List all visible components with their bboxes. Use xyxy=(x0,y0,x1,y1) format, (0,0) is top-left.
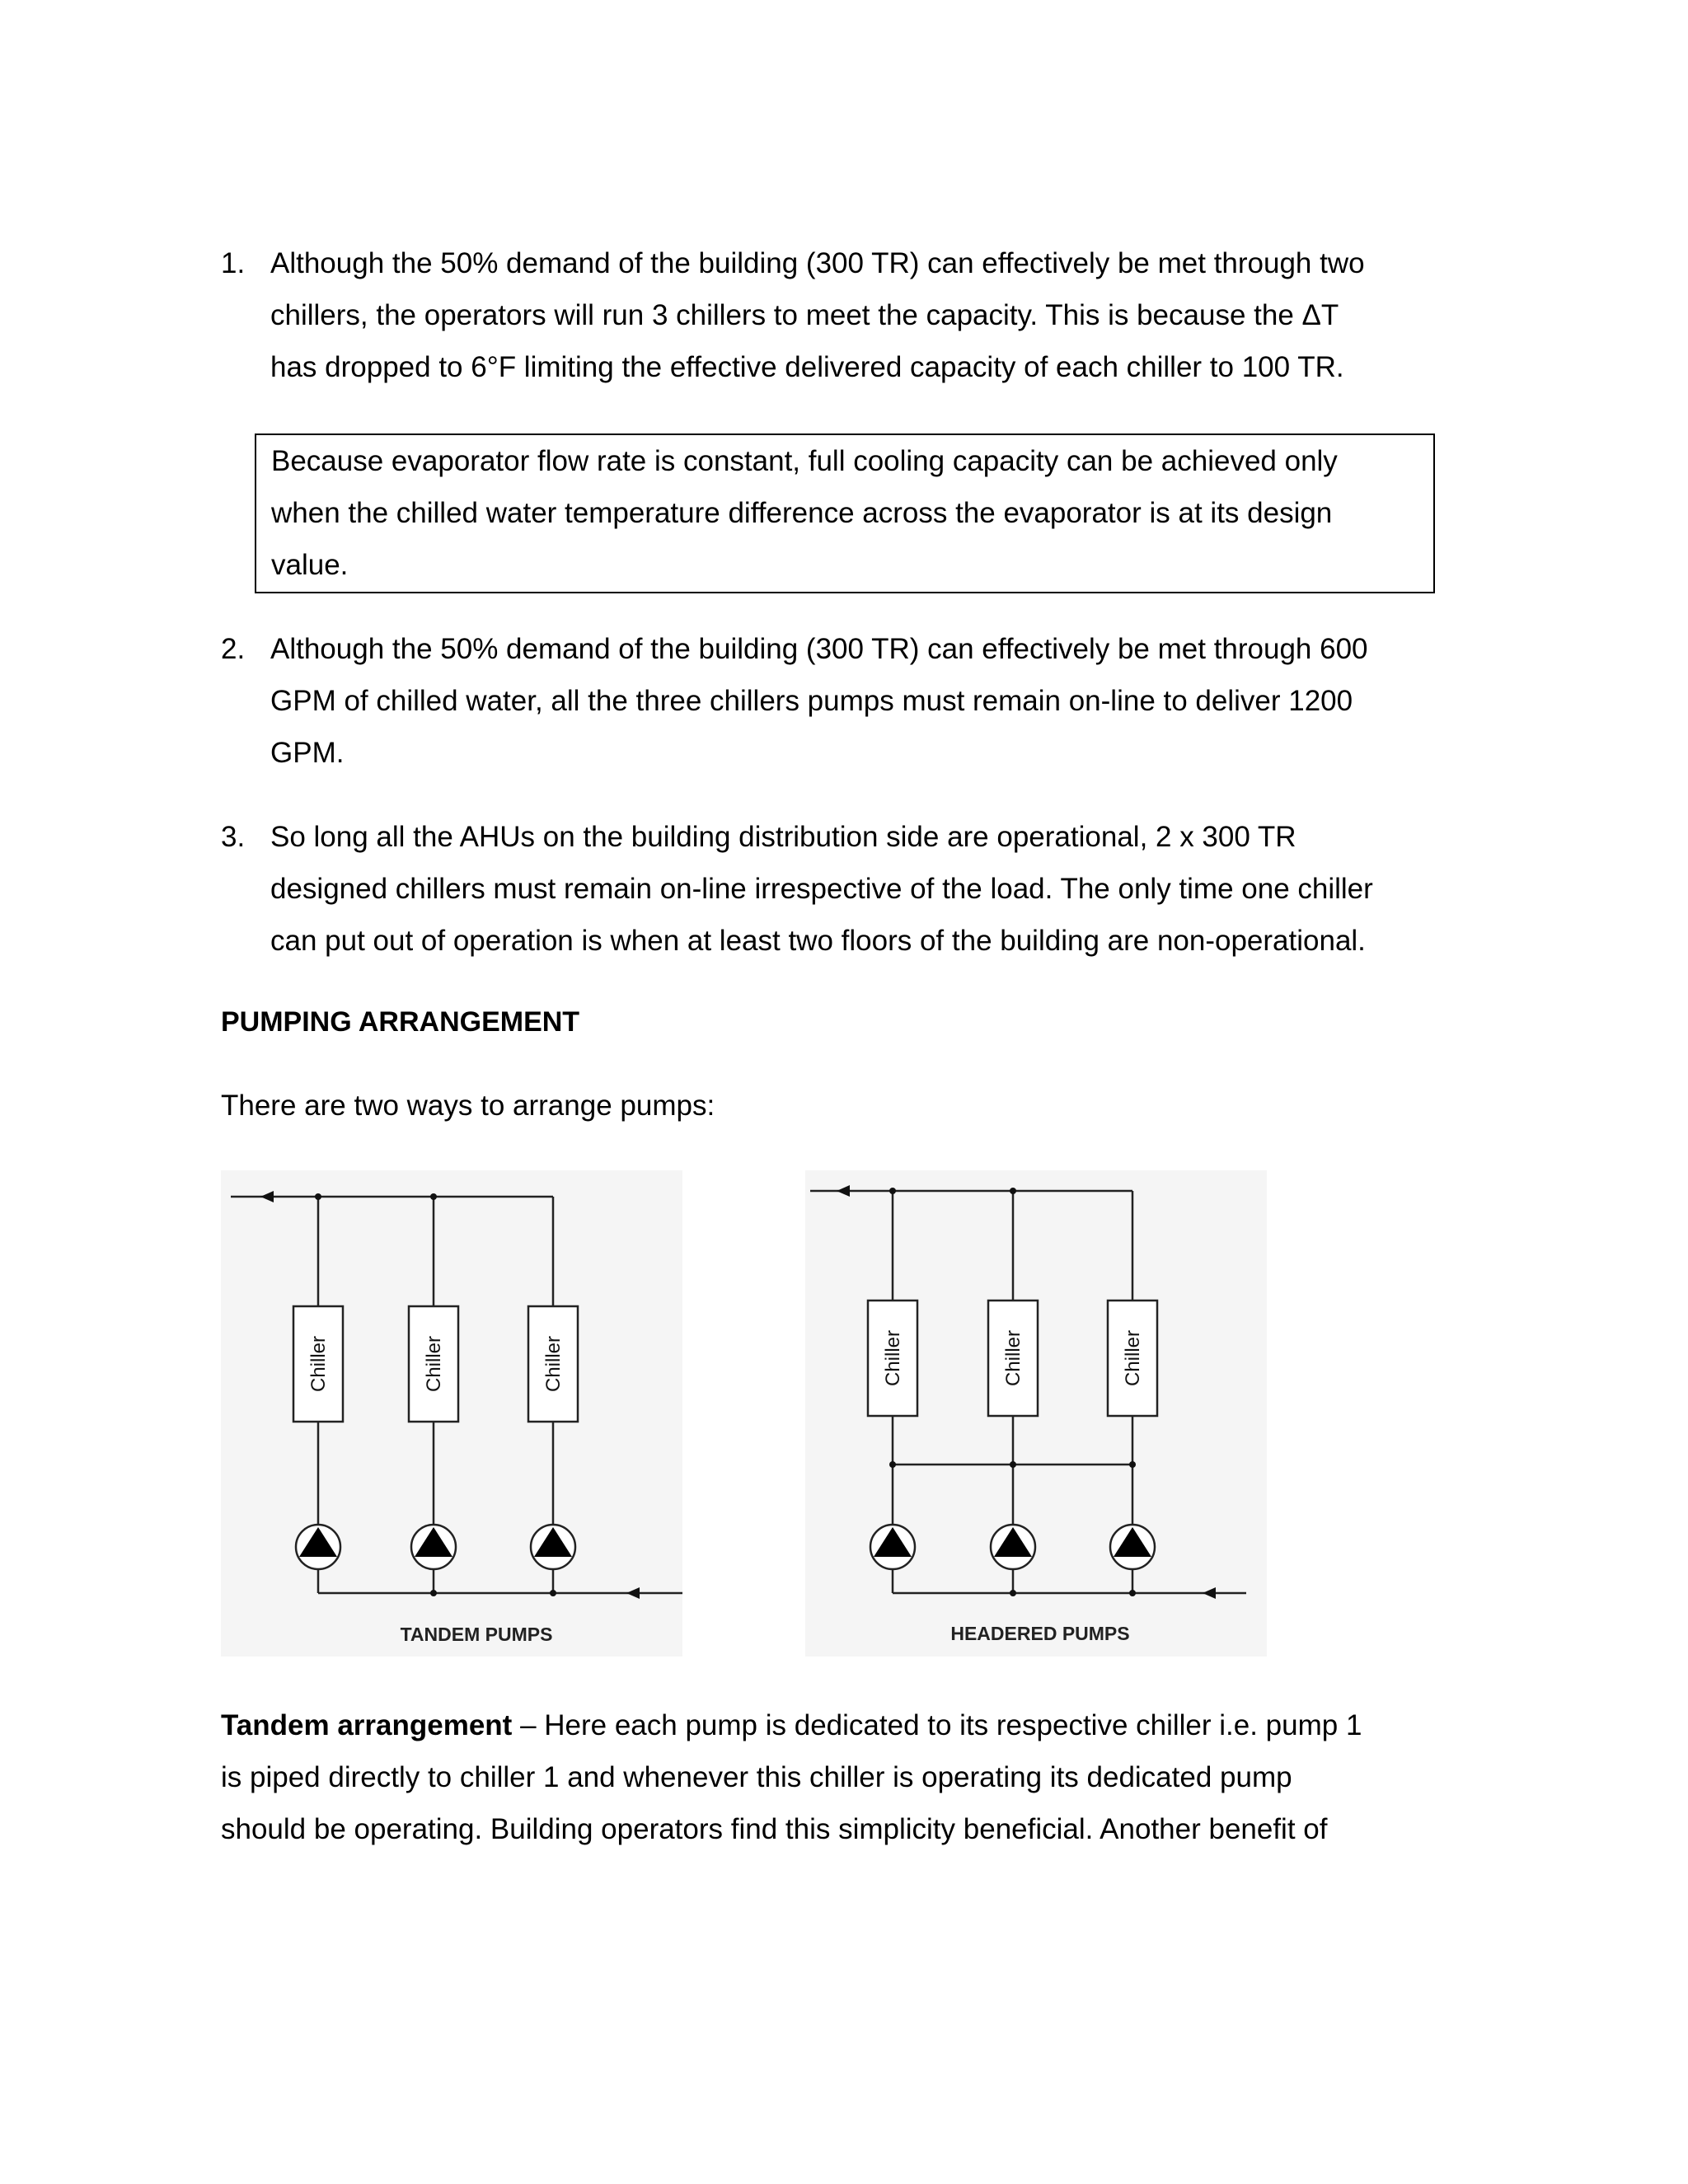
text-line: is piped directly to chiller 1 and whenever this chiller is operating its dedicated pump xyxy=(221,1761,1292,1793)
list-item-text xyxy=(270,237,1441,393)
chiller-label: Chiller xyxy=(423,1335,445,1393)
list-number: 2. xyxy=(221,633,246,665)
chiller-unit xyxy=(868,1301,917,1416)
text-line: value. xyxy=(271,549,349,581)
chiller-unit xyxy=(528,1306,578,1422)
chiller-unit xyxy=(409,1306,458,1422)
bold-lead: Tandem arrangement xyxy=(221,1709,513,1741)
text-line: when the chilled water temperature difference across the evaporator is at its design xyxy=(271,497,1333,529)
tandem-pumps-diagram xyxy=(221,1170,682,1657)
pump-icon xyxy=(411,1525,456,1569)
pump-icon xyxy=(296,1525,340,1569)
headered-pumps-diagram xyxy=(805,1170,1267,1657)
headered-diagram-svg xyxy=(805,1170,1267,1657)
chiller-label: Chiller xyxy=(882,1329,904,1387)
note-box xyxy=(255,434,1435,593)
list-item-text xyxy=(270,623,1441,779)
text-line: GPM. xyxy=(270,737,345,769)
text-line: Because evaporator flow rate is constant, full cooling capacity can be achieved only xyxy=(271,445,1338,477)
text-span: – Here each pump is dedicated to its respective chiller i.e. pump 1 xyxy=(512,1709,1362,1741)
chiller-unit xyxy=(293,1306,343,1422)
chiller-unit xyxy=(1108,1301,1157,1416)
text-line: chillers, the operators will run 3 chillers to meet the capacity. This is because the ΔT xyxy=(270,299,1339,331)
diagram-caption: TANDEM PUMPS xyxy=(400,1624,553,1645)
chiller-label: Chiller xyxy=(542,1335,565,1393)
flow-arrow-icon xyxy=(260,1191,274,1202)
chiller-label: Chiller xyxy=(307,1335,330,1393)
intro-text: There are two ways to arrange pumps: xyxy=(221,1090,715,1122)
text-line: has dropped to 6°F limiting the effective delivered capacity of each chiller to 100 TR. xyxy=(270,351,1344,383)
pump-icon xyxy=(991,1525,1035,1569)
text-line: So long all the AHUs on the building distribution side are operational, 2 x 300 TR xyxy=(270,821,1296,853)
diagram-caption: HEADERED PUMPS xyxy=(950,1623,1130,1644)
flow-arrow-icon xyxy=(626,1587,640,1599)
pump-icon xyxy=(870,1525,915,1569)
tandem-paragraph xyxy=(221,1699,1441,1855)
text-line: should be operating. Building operators find this simplicity beneficial. Another benefit of xyxy=(221,1813,1328,1845)
chiller-unit xyxy=(988,1301,1038,1416)
list-number: 1. xyxy=(221,247,246,279)
flow-arrow-icon xyxy=(837,1185,850,1197)
text-line: GPM of chilled water, all the three chillers pumps must remain on-line to deliver 1200 xyxy=(270,685,1353,717)
list-number: 3. xyxy=(221,821,246,853)
section-heading: PUMPING ARRANGEMENT xyxy=(221,1006,580,1038)
pump-icon xyxy=(1110,1525,1155,1569)
text-line: Although the 50% demand of the building (300 TR) can effectively be met through two xyxy=(270,247,1365,279)
chiller-label: Chiller xyxy=(1122,1329,1144,1387)
chiller-label: Chiller xyxy=(1002,1329,1025,1387)
flow-arrow-icon xyxy=(1203,1587,1216,1599)
text-line: can put out of operation is when at least two floors of the building are non-operational. xyxy=(270,925,1366,957)
pump-icon xyxy=(531,1525,575,1569)
list-item-text xyxy=(270,811,1441,967)
text-line: Although the 50% demand of the building (300 TR) can effectively be met through 600 xyxy=(270,633,1368,665)
note-text xyxy=(271,435,1425,591)
text-line xyxy=(221,1699,1441,1751)
text-line: designed chillers must remain on-line irrespective of the load. The only time one chiller xyxy=(270,873,1373,905)
tandem-diagram-svg xyxy=(221,1170,682,1657)
